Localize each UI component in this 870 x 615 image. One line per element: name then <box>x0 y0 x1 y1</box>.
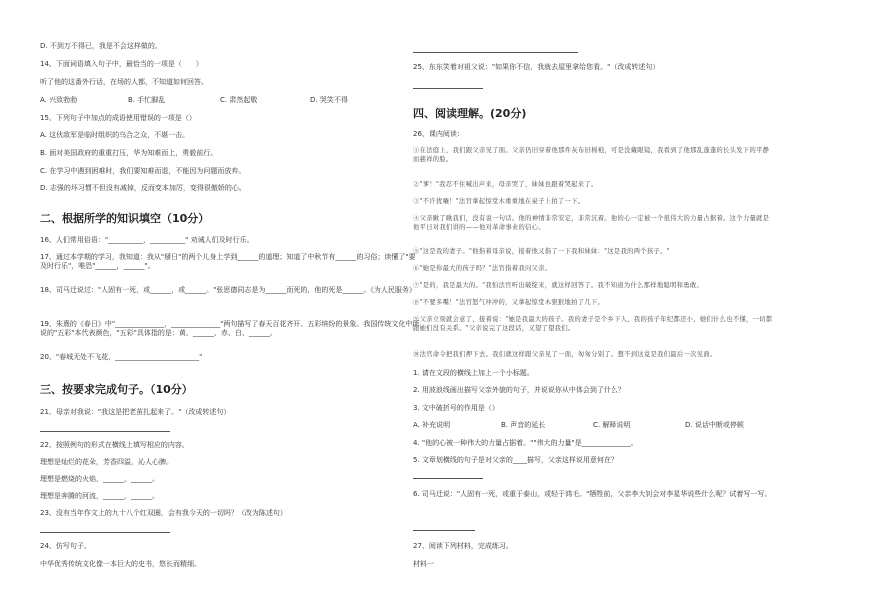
q15-option-a: A. 这伙敌军是临时组织的乌合之众，不堪一击。 <box>40 131 190 139</box>
passage-p3: ③"不许扰嚷！"法官拿起惊堂木重重地在桌子上拍了一下。 <box>413 198 585 205</box>
q26-3: 3. 文中破折号的作用是（） <box>413 404 499 412</box>
q21-answer-line <box>40 431 170 432</box>
q23: 23、没有当年作文上的九十八个红双圈，会有我今天的一切吗？（改为陈述句） <box>40 509 287 517</box>
q14-question: 14、下面词语填入句子中，最恰当的一项是（ ） <box>40 60 203 68</box>
q26-6: 6. 司马迁说："人固有一死，或重于泰山，或轻于鸿毛。"牺牲前，父亲李大钊会对李星华说些什么呢？试着写一写。 <box>413 490 772 498</box>
q26-6-answer-line <box>413 530 475 531</box>
q23-answer-line <box>40 532 170 533</box>
q21: 21、母亲对我说："我这是把老茧扎起来了。"（改成转述句） <box>40 408 231 416</box>
q26-5: 5. 文章划横线的句子是对父亲的____描写，父亲这样说用意何在？ <box>413 456 618 464</box>
q25-answer-line <box>413 88 483 89</box>
passage-p1: ①在法庭上，我们跟父亲见了面。父亲仍旧穿着他那件灰布旧棉袍，可是没戴眼镜，我看到了他那乱蓬蓬的长头发下的平静而慈祥的脸。 <box>413 147 770 163</box>
section-4-title: 四、阅读理解。(20分) <box>413 107 527 120</box>
q17: 17、通过本学期的学习，我知道：我从"掰日"的两个儿身上学到______的道理；知道了中秋节有______的习俗；读懂了"要及时行乐"，唯恐"______，______"。 <box>40 253 416 270</box>
q22-blank-1: 理想是燃烧的火焰，______，______。 <box>40 475 159 483</box>
q25: 25、东东笑着对祖父说："如果你不信，我就去屋里拿给您看。"（改成转述句） <box>413 63 660 71</box>
q26-title: 26、课内阅读： <box>413 130 464 138</box>
passage-p10: ⑩法官命令把我们押下去。我们就这样跟父亲见了一面，匆匆分别了。想不到这竟是我们最后一次见面。 <box>413 351 717 358</box>
section-2-title: 二、根据所学的知识填空（10分） <box>40 212 210 225</box>
q16: 16、人们常用俗语："__________，__________" 劝诫人们及时行乐。 <box>40 236 254 244</box>
q15-question: 15、下列句子中加点的成语使用错误的一项是（） <box>40 114 196 122</box>
q19: 19、朱熹的《春日》中"______________，______________"两句描写了春天百花齐开、五彩缤纷的景象。我国传统文化中所说的"五彩"本代表颜色，"五彩"具体指的是：黄、______、赤、白、______。 <box>40 320 420 337</box>
passage-p9: ⑨父亲立刻就会意了，接着说："她是我最大的孩子。我的妻子是个乡下人，我的孩子年纪都还小，她们什么也不懂，一切都跟她们没有关系。"父亲说完了这段话，又望了望我们。 <box>413 316 773 332</box>
q26-4: 4. "他的心被一种伟大的力量占据着。""伟大的力量"是______________。 <box>413 439 638 447</box>
passage-p7: ⑦"是的，我是最大的。"我怕法官听出破绽来，就这样回答了。我不知道为什么那样地聪明和勇敢。 <box>413 282 704 289</box>
q14-option-d: D. 哭笑不得 <box>310 96 348 104</box>
q26-3-option-d: D. 说话中断或停顿 <box>685 421 744 429</box>
passage-p6: ⑥"她是你最大的孩子吗？"法官指着我问父亲。 <box>413 265 552 272</box>
q22-example: 理想是灿烂的花朵，芳香四溢，沁人心脾。 <box>40 458 173 466</box>
q26-3-option-a: A. 补充说明 <box>413 421 451 429</box>
q13-option-d: D. 不到万不得已，我是不会这样做的。 <box>40 42 162 50</box>
passage-p8: ⑧"不要多嘴！"法官怒气冲冲的，又拿起惊堂木狠狠地拍了几下。 <box>413 299 605 306</box>
passage-p2: ②"爹！"我忍不住喊出声来，母亲哭了，妹妹也跟着哭起来了。 <box>413 181 598 188</box>
q26-2: 2. 用波浪线画出描写父亲外貌的句子，并说说你从中体会到了什么？ <box>413 386 625 394</box>
q22-blank-2: 理想是奔腾的河流，______，______。 <box>40 492 159 500</box>
q24-example: 中华优秀传统文化像一本巨大的史书，悠长而精细。 <box>40 560 201 568</box>
passage-p4: ④父亲瞅了瞅我们，没有说一句话。他的神情非常安定，非常沉着。他的心一定被一个很伟大的力量占据着。这个力量就是他平日对我们讲的——他对革命事业的信心。 <box>413 215 770 231</box>
q26-5-answer-line <box>413 478 483 479</box>
passage-p5: ⑤"这是我的妻子。"他指着母亲说，接着他又指了一下我和妹妹："这是我的两个孩子。" <box>413 248 670 255</box>
q15-option-c: C. 在学习中遇到困难时，我们要知难而退，不能因为问题而放弃。 <box>40 167 246 175</box>
q26-1: 1. 请在文段的横线上加上一个小标题。 <box>413 369 534 377</box>
q20: 20、"春城无处不飞花，________________________" <box>40 353 203 361</box>
q27: 27、阅读下列材料，完成练习。 <box>413 542 513 550</box>
q18: 18、司马迁说过："人固有一死，或______，或______。"张思德同志是为______而死的，他的死是______。《为人民服务》 <box>40 286 416 294</box>
q24-answer-line <box>413 52 578 53</box>
q14-option-b: B. 手忙脚乱 <box>128 96 166 104</box>
q15-option-d: D. 志强的坏习惯不但没有减掉，反而变本加厉，变得很傲娇的心。 <box>40 184 246 192</box>
q22: 22、按照例句的形式在横线上填写相应的内容。 <box>40 441 189 449</box>
q14-option-c: C. 肃然起敬 <box>220 96 258 104</box>
section-3-title: 三、按要求完成句子。（10分） <box>40 383 193 396</box>
q24: 24、仿写句子。 <box>40 542 91 550</box>
q26-3-option-b: B. 声音的延长 <box>501 421 546 429</box>
q26-3-option-c: C. 解释说明 <box>593 421 631 429</box>
q15-option-b: B. 面对美国政府的重重打压，华为知难而上，勇毅前行。 <box>40 149 218 157</box>
q14-option-a: A. 兴致勃勃 <box>40 96 78 104</box>
q14-sentence: 听了他的这番外行话，在场的人都，不知道如何回答。 <box>40 78 208 86</box>
material-1-label: 材料一 <box>413 560 434 568</box>
